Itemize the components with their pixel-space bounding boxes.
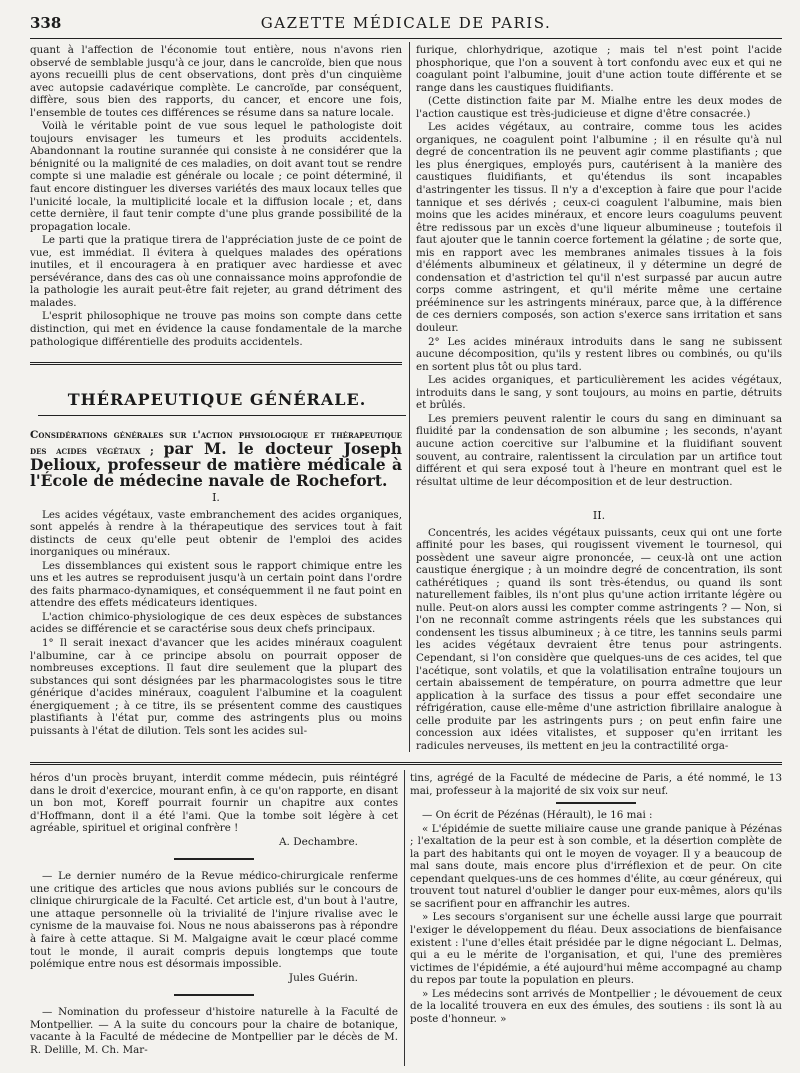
section-rule [30, 362, 402, 365]
paragraph: héros d'un procès bruyant, interdit comme médecin, puis réintégré dans le droit d'exercice, mourant enfin, à ce qu'on rapporte, en disant un bon mot, Koreff pourrait fournir un chapitre aux contes d'Hoffmann, dont il a été l'ami. Que la tombe soit légère à cet agréable, spirituel et original confrère ! [30, 772, 398, 835]
paragraph: tins, agrégé de la Faculté de médecine de Paris, a été nommé, le 13 mai, professeur à la majorité de six voix sur neuf. [410, 772, 782, 797]
paragraph: Les acides végétaux, au contraire, comme tous les acides organiques, ne coagulent point l'albumine ; il en résulte qu'à nul degré de concentration ils ne peuvent agir comme plastifiants ; que les plus énergiques, employés purs, cautérisent à la manière des caustiques fluidifiants, et qu'étendus ils sont incapables d'astringenter les tissus. Il n'y a d'exception à faire que pour l'acide tannique et ses dérivés ; ceux-ci coagulent l'albumine, mais bien moins que les acides minéraux, et encore leurs coagulums peuvent être redissous par un excès d'une liqueur albumineuse ; toutefois il faut ajouter que le tannin coerce fortement la gélatine ; de sorte que, mis en rapport avec les membranes animales tissues à la fois d'éléments albumineux et gélatineux, il y détermine un degré de condensation et d'astriction tel qu'il n'est surpassé par aucun autre corps comme astringent, et qu'il mérite même une certaine prééminence sur les astringents minéraux, parce que, à la différence de ces derniers composés, son action s'exerce sans irritation et sans douleur. [416, 121, 782, 335]
paragraph: quant à l'affection de l'économie tout entière, nous n'avons rien observé de semblable jusqu'à ce jour, dans le cancroïde, bien que nous ayons recueilli plus de cent observations, dont près d'un cinquième avec autopsie cadavérique complète. Le cancroïde, par conséquent, diffère, sous bien des rapports, du cancer, et encore une fois, l'ensemble de toutes ces différences se résume dans sa nature locale. [30, 44, 402, 119]
paragraph: Les acides végétaux, vaste embranchement des acides organiques, sont appelés à rendre à la thérapeutique des services tout à fait distincts de ceux qu'elle peut obtenir de l'emploi des acides inorganiques ou minéraux. [30, 508, 402, 559]
left-column-top [30, 44, 402, 350]
section-number: I. [212, 491, 220, 504]
paragraph: Les acides organiques, et particulièrement les acides végétaux, introduits dans le sang, y sont toujours, au moins en partie, détruits et brûlés. [416, 374, 782, 412]
article-author: par M. le docteur Joseph Delioux, professeur de matière médicale à l'École de médecine navale de Rochefort. [30, 439, 402, 490]
header-rule [30, 38, 782, 39]
page-header [30, 14, 782, 36]
paragraph: » Les secours s'organisent sur une échelle aussi large que pourrait l'exiger le développement du fléau. Deux associations de bienfaisance existent : l'une d'elles était présidée par le digne négociant L. Delmas, qui a eu le mérite de l'organisation, et qui, l'une des premières victimes de l'épidémie, a été aujourd'hui même accompagné au champ du repos par toute la population en pleurs. [410, 911, 782, 987]
section-number: II. [592, 509, 606, 522]
column-divider-top [409, 42, 410, 752]
separator-rule [174, 994, 254, 996]
journal-title: GAZETTE MÉDICALE DE PARIS. [260, 14, 552, 32]
paragraph: Le parti que la pratique tirera de l'appréciation juste de ce point de vue, est immédiat. Il évitera à quelques malades des opérations inutiles, et il encouragera à en pratiquer avec hardiesse et avec persévérance, dans des cas où une connaissance moins approfondie de la pathologie les aurait peut-être fait rejeter, au grand détriment des malades. [30, 234, 402, 309]
right-column-top [416, 44, 782, 500]
paragraph: 2° Les acides minéraux introduits dans le sang ne subissent aucune décomposition, qu'ils y restent libres ou combinés, ou qu'ils en sortent plus tôt ou plus tard. [416, 335, 782, 373]
paragraph: Concentrés, les acides végétaux puissants, ceux qui ont une forte affinité pour les bases, qui rougissent vivement le tournesol, qui possèdent une saveur aigre prononcée, — ceux-là ont une action caustique énergique ; à un moindre degré de concentration, ils sont cathérétiques ; quand ils sont très-étendus, ou quand ils sont naturellement faibles, ils n'ont plus qu'une action irritante légère ou nulle. Peut-on alors aussi les compter comme astringents ? — Non, si l'on ne reconnaît comme astringents réels que les substances qui condensent les tissus albumineux ; à ce titre, les tannins seuls parmi les acides végétaux devraient être tenus pour astringents. Cependant, si l'on considère que quelques-uns de ces acides, tel que l'acétique, sont volatils, et que la volatilisation entraîne toujours un certain abaissement de température, on pourra admettre que leur application à la surface des tissus a pour effet secondaire une réfrigération, cause elle-même d'une astriction fibrillaire analogue à celle produite par les astringents purs ; on peut enfin faire une concession aux idées vitalistes, et supposer qu'en irritant les radicules nerveuses, ils mettent en jeu la contractilité orga- [416, 526, 782, 752]
section-heading-block [38, 390, 406, 424]
paragraph: — On écrit de Pézénas (Hérault), le 16 mai : [422, 809, 653, 822]
paragraph: L'esprit philosophique ne trouve pas moins son compte dans cette distinction, qui met en évidence la cause fondamentale de la marche pathologique différentielle des produits accidentels. [30, 310, 402, 348]
paragraph: « L'épidémie de suette miliaire cause une grande panique à Pézénas ; l'exaltation de la peur est à son comble, et la désertion complète de la part des habitants qui ont le moyen de voyager. Il y a beaucoup de mal sans doute, mais encore plus d'irréflexion et de peur. On cite cependant quelques-uns de ces hommes d'élite, au cœur généreux, qui trouvent tout naturel d'oublier le danger pour eux-mêmes, alors qu'ils se sacrifient pour en affranchir les autres. [410, 822, 782, 910]
paragraph: 1° Il serait inexact d'avancer que les acides minéraux coagulent l'albumine, car à ce principe absolu on pourrait opposer de nombreuses exceptions. Il faut dire seulement que la plupart des substances qui sont désignées par les pharmacologistes sous le titre générique d'acides minéraux, coagulent l'albumine et la coagulent énergiquement ; à ce titre, ils se présentent comme des caustiques plastifiants à l'état pur, comme des astringents plus ou moins puissants à l'état de dilution. Tels sont les acides sul- [30, 637, 402, 737]
paragraph: Les premiers peuvent ralentir le cours du sang en diminuant sa fluidité par la condensation de son albumine ; les seconds, n'ayant aucune action coercitive sur l'albumine et la fluidifiant souvent souvent, au contraire, ralentissent la circulation par un artifice tout différent et qui sera exposé tout à l'heure en montrant quel est le résultat ultime de leur décomposition et de leur destruction. [416, 412, 782, 488]
article-left-column [30, 428, 402, 754]
separator-rule [174, 858, 254, 860]
article-title [30, 428, 402, 490]
section-title: THÉRAPEUTIQUE GÉNÉRALE. [67, 390, 367, 409]
paragraph: Voilà le véritable point de vue sous lequel le pathologiste doit toujours envisager les tumeurs et les produits accidentels. Abandonnant la routine surannée qui consiste à ne considérer que la bénignité ou la malignité de ces maladies, on doit avant tout se rendre compte si une maladie est générale ou locale ; ce point déterminé, il faut encore distinguer les diverses variétés des maux locaux telles que l'unicité locale, la multiplicité locale et la diffusion locale ; et, dans cette dernière, il faut tenir compte d'une plus grande possibilité de la propagation locale. [30, 120, 402, 233]
paragraph: L'action chimico-physiologique de ces deux espèces de substances acides se différencie et se caractérise sous deux chefs principaux. [30, 610, 402, 636]
feuilleton-rule [30, 762, 782, 765]
section-title-rule [38, 415, 406, 416]
page-number: 338 [30, 14, 62, 32]
article-subject: Considérations générales sur l'action physiologique et thérapeutique des acides végétaux ; [30, 429, 402, 457]
signature: Jules Guérin. [288, 971, 358, 984]
paragraph: (Cette distinction faite par M. Mialhe entre les deux modes de l'action caustique est très-judicieuse et digne d'être consacrée.) [416, 95, 782, 120]
bottom-left-column [30, 772, 398, 1068]
right-column-section-ii [416, 508, 782, 754]
separator-rule [556, 802, 636, 804]
paragraph: Les dissemblances qui existent sous le rapport chimique entre les uns et les autres se reproduisent jusqu'à un certain point dans l'ordre des faits pharmaco-dynamiques, et conséquemment il ne faut point en attendre des effets médicateurs identiques. [30, 559, 402, 610]
paragraph: — Le dernier numéro de la Revue médico-chirurgicale renferme une critique des articles que nous avions publiés sur le concours de clinique chirurgicale de la Faculté. Cet article est, d'un bout à l'autre, une attaque personnelle où la trivialité de l'injure rivalise avec le cynisme de la mauvaise foi. Nous ne nous abaisserons pas à répondre à faire à cette attaque. Si M. Malgaigne avait le cœur placé comme tout le monde, il aurait compris depuis longtemps que toute polémique entre nous est désormais impossible. [30, 870, 398, 971]
paragraph: furique, chlorhydrique, azotique ; mais tel n'est point l'acide phosphorique, que l'on a souvent à tort confondu avec eux et qui ne coagulant point l'albumine, jouit d'une action toute différente et se range dans les caustiques fluidifiants. [416, 44, 782, 94]
paragraph: — Nomination du professeur d'histoire naturelle à la Faculté de Montpellier. — A la suite du concours pour la chaire de botanique, vacante à la Faculté de médecine de Montpellier par le décès de M. R. Delille, M. Ch. Mar- [30, 1006, 398, 1056]
paragraph: » Les médecins sont arrivés de Montpellier ; le dévouement de ceux de la localité trouvera en eux des émules, des soutiens : ils sont là au poste d'honneur. » [410, 987, 782, 1025]
column-divider-bottom [404, 770, 405, 1066]
signature: A. Dechambre. [278, 835, 358, 848]
bottom-right-column [410, 772, 782, 1068]
